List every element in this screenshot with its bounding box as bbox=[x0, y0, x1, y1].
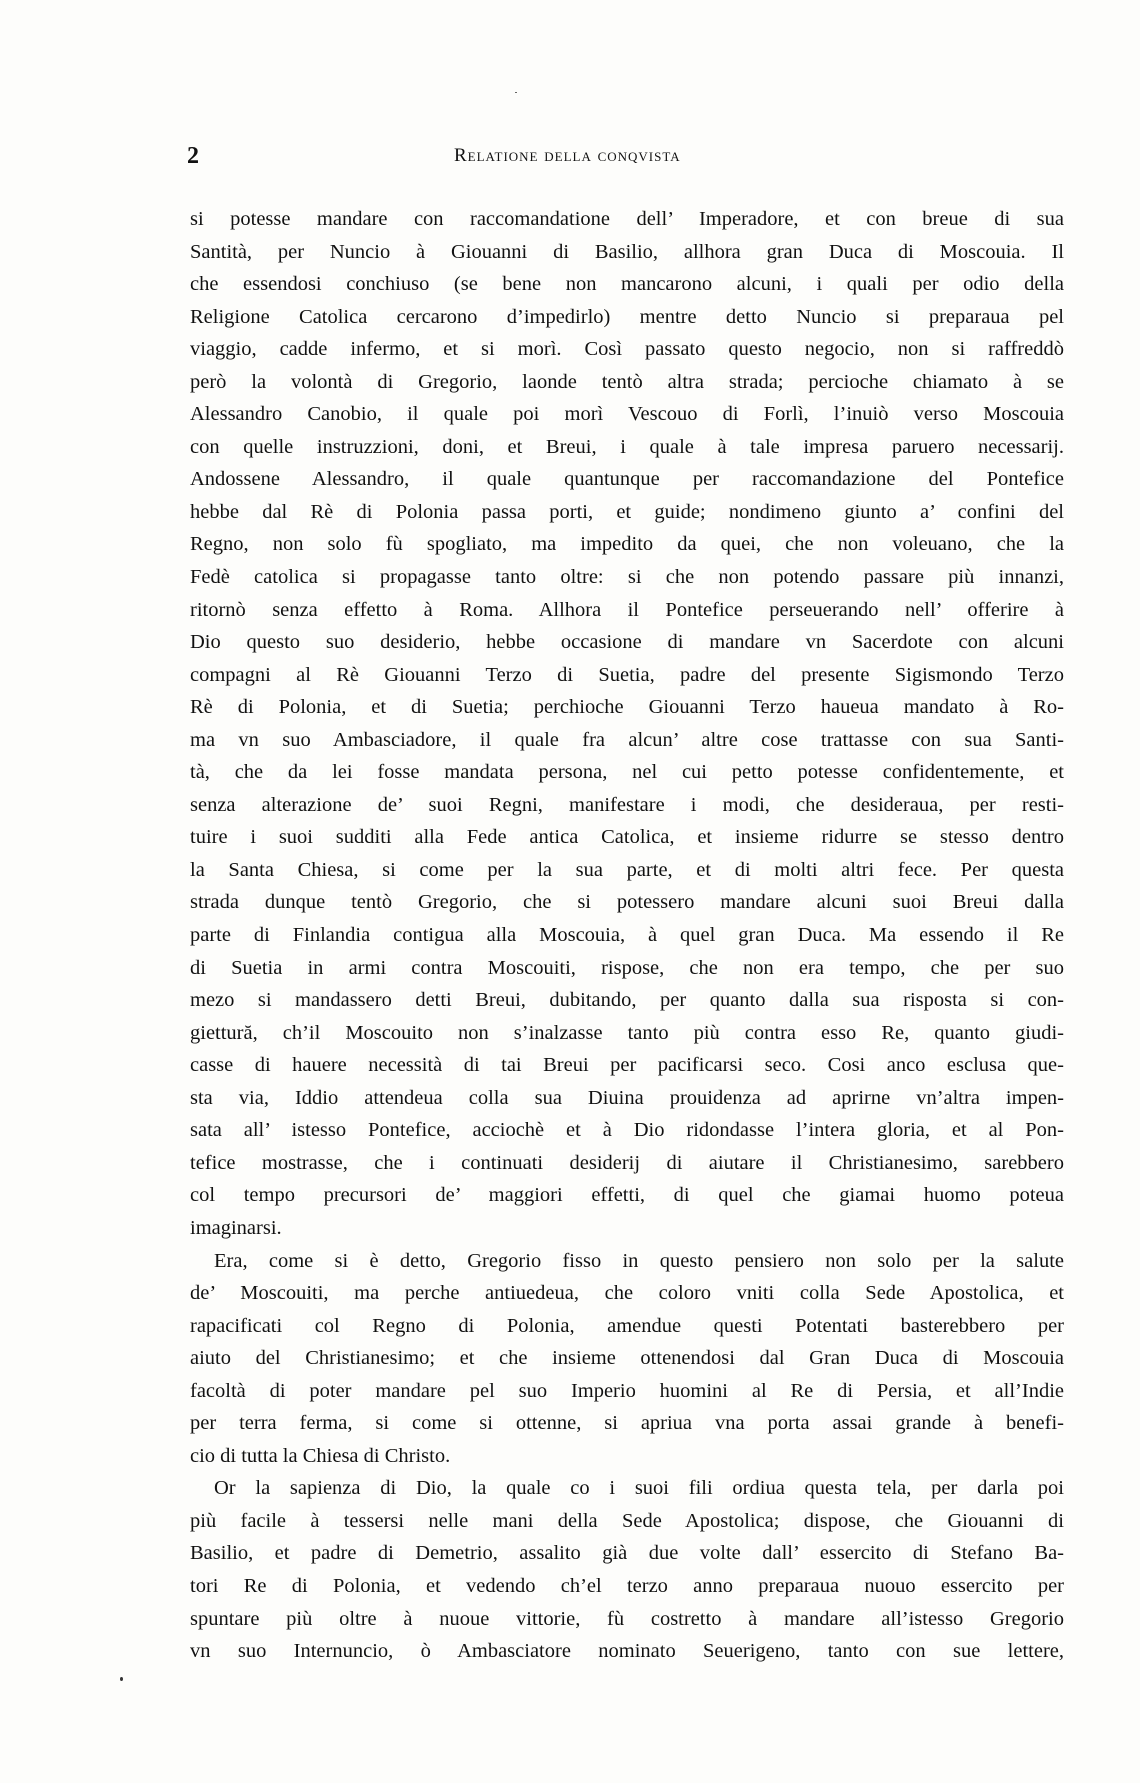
text-line: ma vn suo Ambasciadore, il quale fra alcun’ altre cose trattasse con sua Santi- bbox=[190, 728, 1064, 751]
text-line: Regno, non solo fù spogliato, ma impedito da quei, che non voleuano, che la bbox=[190, 533, 1064, 556]
paragraph-start-line: Era, come si è detto, Gregorio fisso in questo pensiero non solo per la salute bbox=[214, 1249, 1064, 1272]
text-line: casse di hauere necessità di tai Breui per pacificarsi seco. Cosi anco esclusa que- bbox=[190, 1054, 1064, 1077]
paragraph-start-line: Or la sapienza di Dio, la quale co i suoi fili ordiua questa tela, per darla poi bbox=[214, 1477, 1064, 1500]
text-line: spuntare più oltre à nuoue vittorie, fù costretto à mandare all’istesso Gregorio bbox=[190, 1607, 1064, 1630]
body-text bbox=[190, 203, 1064, 1668]
text-line: facoltà di poter mandare pel suo Imperio huomini al Re di Persia, et all’Indie bbox=[190, 1379, 1064, 1402]
paragraph-end-line: cio di tutta la Chiesa di Christo. bbox=[190, 1444, 451, 1467]
page-number: 2 bbox=[187, 143, 199, 169]
text-line: di Suetia in armi contra Moscouiti, rispose, che non era tempo, che per suo bbox=[190, 956, 1064, 979]
text-line: Alessandro Canobio, il quale poi morì Vescouo di Forlì, l’inuiò verso Moscouia bbox=[190, 403, 1064, 426]
text-line: si potesse mandare con raccomandatione dell’ Imperadore, et con breue di sua bbox=[190, 208, 1064, 230]
text-line: vn suo Internuncio, ò Ambasciatore nominato Seuerigeno, tanto con sue lettere, bbox=[190, 1640, 1064, 1663]
text-line: Rè di Polonia, et di Suetia; perchioche Giouanni Terzo haueua mandato à Ro- bbox=[190, 696, 1064, 719]
page-header bbox=[187, 143, 807, 179]
text-line: per terra ferma, si come si ottenne, si apriua vna porta assai grande à benefi- bbox=[190, 1412, 1064, 1435]
text-line: col tempo precursori de’ maggiori effetti, di quel che giamai huomo poteua bbox=[190, 1184, 1064, 1207]
text-line: strada dunque tentò Gregorio, che si potessero mandare alcuni suoi Breui dalla bbox=[190, 891, 1064, 914]
text-line: rapacificati col Regno di Polonia, amendue questi Potentati basterebbero per bbox=[190, 1314, 1064, 1337]
text-line: compagni al Rè Giouanni Terzo di Suetia, padre del presente Sigismondo Terzo bbox=[190, 663, 1064, 686]
text-line: tefice mostrasse, che i continuati desiderij di aiutare il Christianesimo, sarebbero bbox=[190, 1151, 1064, 1174]
text-line: sta via, Iddio attendeua colla sua Diuina prouidenza ad aprirne vn’altra impen- bbox=[190, 1086, 1064, 1109]
text-line: però la volontà di Gregorio, laonde tentò altra strada; percioche chiamato à se bbox=[190, 370, 1064, 393]
running-title: Relatione della conqvista bbox=[454, 145, 681, 166]
text-line: sata all’ istesso Pontefice, acciochè et à Dio ridondasse l’intera gloria, et al Pon- bbox=[190, 1119, 1064, 1142]
text-line: giettură, ch’il Moscouito non s’inalzasse tanto più contra esso Re, quanto giudi- bbox=[190, 1021, 1064, 1044]
text-line: mezo si mandassero detti Breui, dubitando, per quanto dalla sua risposta si con- bbox=[190, 989, 1064, 1012]
text-line: tà, che da lei fosse mandata persona, nel cui petto potesse confidentemente, et bbox=[190, 761, 1064, 784]
text-line: aiuto del Christianesimo; et che insieme ottenendosi dal Gran Duca di Moscouia bbox=[190, 1347, 1064, 1370]
text-line: tori Re di Polonia, et vedendo ch’el terzo anno preparaua nuouo essercito per bbox=[190, 1574, 1064, 1597]
ink-speck bbox=[120, 1677, 123, 1681]
text-line: la Santa Chiesa, si come per la sua parte, et di molti altri fece. Per questa bbox=[190, 858, 1064, 881]
text-line: parte di Finlandia contigua alla Moscouia, à quel gran Duca. Ma essendo il Re bbox=[190, 924, 1064, 947]
text-line: ritornò senza effetto à Roma. Allhora il Pontefice perseuerando nell’ offerire à bbox=[190, 598, 1064, 621]
text-line: viaggio, cadde infermo, et si morì. Così passato questo negocio, non si raffreddò bbox=[190, 338, 1064, 361]
text-line: che essendosi conchiuso (se bene non mancarono alcuni, i quali per odio della bbox=[190, 273, 1064, 296]
text-line: Andossene Alessandro, il quale quantunque per raccomandazione del Pontefice bbox=[190, 468, 1064, 491]
text-line: tuire i suoi sudditi alla Fede antica Catolica, et insieme ridurre se stesso dentro bbox=[190, 826, 1064, 849]
text-line: più facile à tessersi nelle mani della Sede Apostolica; dispose, che Giouanni di bbox=[190, 1509, 1064, 1532]
text-line: Fedè catolica si propagasse tanto oltre: si che non potendo passare più innanzi, bbox=[190, 566, 1064, 589]
text-line: hebbe dal Rè di Polonia passa porti, et guide; nondimeno giunto a’ confini del bbox=[190, 500, 1064, 523]
text-line: de’ Moscouiti, ma perche antiuedeua, che coloro vniti colla Sede Apostolica, et bbox=[190, 1282, 1064, 1305]
text-line: Basilio, et padre di Demetrio, assalito già due volte dall’ essercito di Stefano Ba- bbox=[190, 1542, 1064, 1565]
paragraph-end-line: imaginarsi. bbox=[190, 1216, 282, 1239]
text-line: con quelle instruzzioni, doni, et Breui, i quale à tale impresa paruero necessarij. bbox=[190, 435, 1064, 458]
text-line: Dio questo suo desiderio, hebbe occasione di mandare vn Sacerdote con alcuni bbox=[190, 631, 1064, 654]
text-line: senza alterazione de’ suoi Regni, manifestare i modi, che desideraua, per resti- bbox=[190, 793, 1064, 816]
text-line: Santità, per Nuncio à Giouanni di Basilio, allhora gran Duca di Moscouia. Il bbox=[190, 240, 1064, 263]
text-line: Religione Catolica cercarono d’impedirlo) mentre detto Nuncio si preparaua pel bbox=[190, 305, 1064, 328]
ink-speck bbox=[515, 92, 517, 93]
